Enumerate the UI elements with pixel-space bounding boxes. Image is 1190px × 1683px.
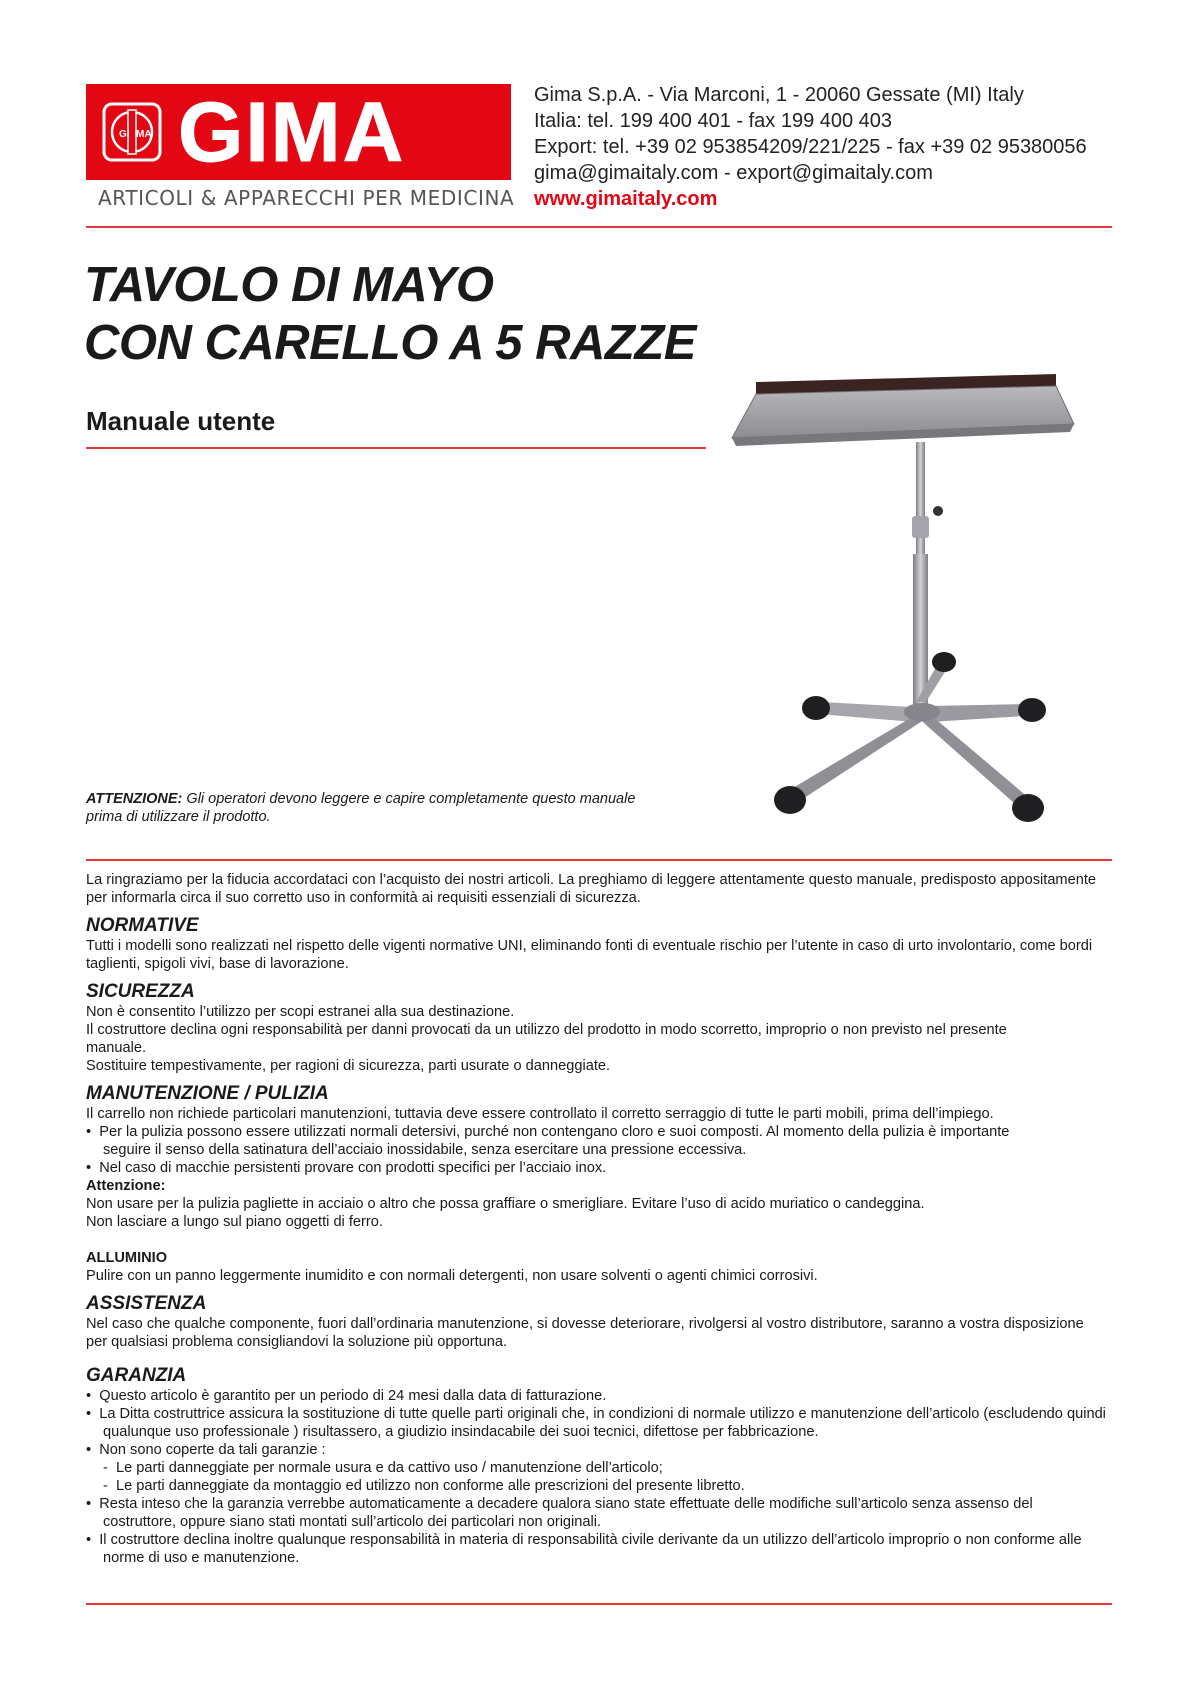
svg-text:GI: GI (119, 129, 130, 140)
content-divider-top (86, 859, 1112, 861)
list-item: - Le parti danneggiate per normale usura e da cattivo uso / manutenzione dell’articolo; (103, 1460, 663, 1476)
list-item: • Non sono coperte da tali garanzie : (86, 1442, 326, 1458)
subtitle-divider (86, 447, 706, 449)
section-title-normative: NORMATIVE (86, 915, 199, 936)
list-item: • Il costruttore declina inoltre qualunque responsabilità in materia di responsabilità civile derivante da un utilizzo dell’articolo improprio o non conforme alle norme di uso e manutenzione. (86, 1532, 1082, 1566)
section-title-sicurezza: SICUREZZA (86, 981, 195, 1002)
assistenza-text: Nel caso che qualche componente, fuori dall’ordinaria manutenzione, si dovesse deteriorare, rivolgersi al vostro distributore, saranno a vostra disposizione per qualsiasi problema consigliandovi la soluzione più opportuna. (86, 1316, 1084, 1350)
company-tagline: ARTICOLI & APPARECCHI PER MEDICINA (98, 186, 515, 210)
manutenzione-intro: Il carrello non richiede particolari manutenzioni, tuttavia deve essere controllato il corretto serraggio di tutte le parti mobili, prima dell’impiego. (86, 1106, 994, 1122)
gima-emblem-icon (100, 100, 164, 164)
warning-note (86, 790, 646, 826)
section-normative (86, 915, 1106, 973)
aluminium-label: ALLUMINIO (86, 1250, 168, 1266)
list-item: • Resta inteso che la garanzia verrebbe automaticamente a decadere qualora siano state effettuate delle modifiche sull’articolo senza assenso del costruttore, oppure siano stati montati sull’articolo dei particolari non originali. (86, 1496, 1033, 1530)
gima-logo (86, 84, 511, 180)
list-item: • Questo articolo è garantito per un periodo di 24 mesi dalla data di fatturazione. (86, 1388, 607, 1404)
contact-block (534, 82, 1087, 212)
section-title-assistenza: ASSISTENZA (86, 1293, 207, 1314)
list-item: • La Ditta costruttrice assicura la sostituzione di tutte quelle parti originali che, in condizioni di normale utilizzo e manutenzione dell’articolo (escludendo quindi qualunque uso professionale ) risultassero, a giudizio insindacabile dei suoi tecnici, difettose per fabbricazione. (86, 1406, 1106, 1440)
aluminium-text: Pulire con un panno leggermente inumidito e con normali detergenti, non usare solventi o agenti chimici corrosivi. (86, 1268, 818, 1284)
section-assistenza (86, 1293, 1106, 1351)
attention-label: Attenzione: (86, 1178, 166, 1194)
contact-italy-phone: Italia: tel. 199 400 401 - fax 199 400 403 (534, 110, 893, 132)
svg-text:MA: MA (136, 129, 152, 140)
section-garanzia (86, 1365, 1106, 1567)
sicurezza-line: Sostituire tempestivamente, per ragioni di sicurezza, parti usurate o danneggiate. (86, 1058, 611, 1074)
list-item: - Le parti danneggiate da montaggio ed utilizzo non conforme alle prescrizioni del presente libretto. (103, 1478, 745, 1494)
section-manutenzione (86, 1083, 1106, 1285)
attention-line: Non lasciare a lungo sul piano oggetti di ferro. (86, 1214, 383, 1230)
contact-address: Gima S.p.A. - Via Marconi, 1 - 20060 Gessate (MI) Italy (534, 84, 1024, 106)
list-item: • Nel caso di macchie persistenti provare con prodotti specifici per l’acciaio inox. (86, 1160, 607, 1176)
header-divider (86, 226, 1112, 228)
page-subtitle: Manuale utente (86, 406, 276, 436)
section-sicurezza (86, 981, 1106, 1075)
contact-export-phone: Export: tel. +39 02 953854209/221/225 - fax +39 02 95380056 (534, 136, 1087, 158)
section-title-garanzia: GARANZIA (86, 1365, 187, 1386)
sicurezza-line: Il costruttore declina ogni responsabilità per danni provocati da un utilizzo del prodotto in modo scorretto, improprio o non previsto nel presente manuale. (86, 1022, 1007, 1056)
logo-wordmark: GIMA (178, 85, 406, 179)
page-title (84, 256, 696, 372)
warning-label: ATTENZIONE: (86, 791, 183, 807)
content-divider-bottom (86, 1603, 1112, 1605)
sicurezza-line: Non è consentito l’utilizzo per scopi estranei alla sua destinazione. (86, 1004, 515, 1020)
normative-text: Tutti i modelli sono realizzati nel rispetto delle vigenti normative UNI, eliminando fonti di eventuale rischio per l’utente in caso di urto involontario, come bordi taglienti, spigoli vivi, base di lavorazione. (86, 938, 1093, 972)
attention-line: Non usare per la pulizia pagliette in acciaio o altro che possa graffiare o smerigliare. Evitare l’uso di acido muriatico o candeggina. (86, 1196, 925, 1212)
title-line-1: TAVOLO DI MAYO (84, 258, 494, 312)
contact-emails[interactable]: gima@gimaitaly.com - export@gimaitaly.com (534, 162, 933, 184)
website-link[interactable]: www.gimaitaly.com (534, 188, 718, 210)
warning-text: Gli operatori devono leggere e capire completamente questo manuale prima di utilizzare il prodotto. (86, 791, 636, 825)
manual-body (86, 871, 1106, 1567)
mayo-table-illustration (726, 372, 1112, 850)
section-title-manutenzione: MANUTENZIONE / PULIZIA (86, 1083, 329, 1104)
list-item: • Per la pulizia possono essere utilizzati normali detersivi, purché non contengano cloro e suoi composti. Al momento della pulizia è importante seguire il senso della satinatura dell’acciaio inossidabile, senza esercitare una pressione eccessiva. (86, 1124, 1010, 1158)
intro-paragraph: La ringraziamo per la fiducia accordataci con l’acquisto dei nostri articoli. La preghiamo di leggere attentamente questo manuale, predisposto appositamente per informarla circa il suo corretto uso in conformità ai requisiti essenziali di sicurezza. (86, 872, 1096, 906)
title-line-2: CON CARELLO A 5 RAZZE (84, 316, 696, 370)
